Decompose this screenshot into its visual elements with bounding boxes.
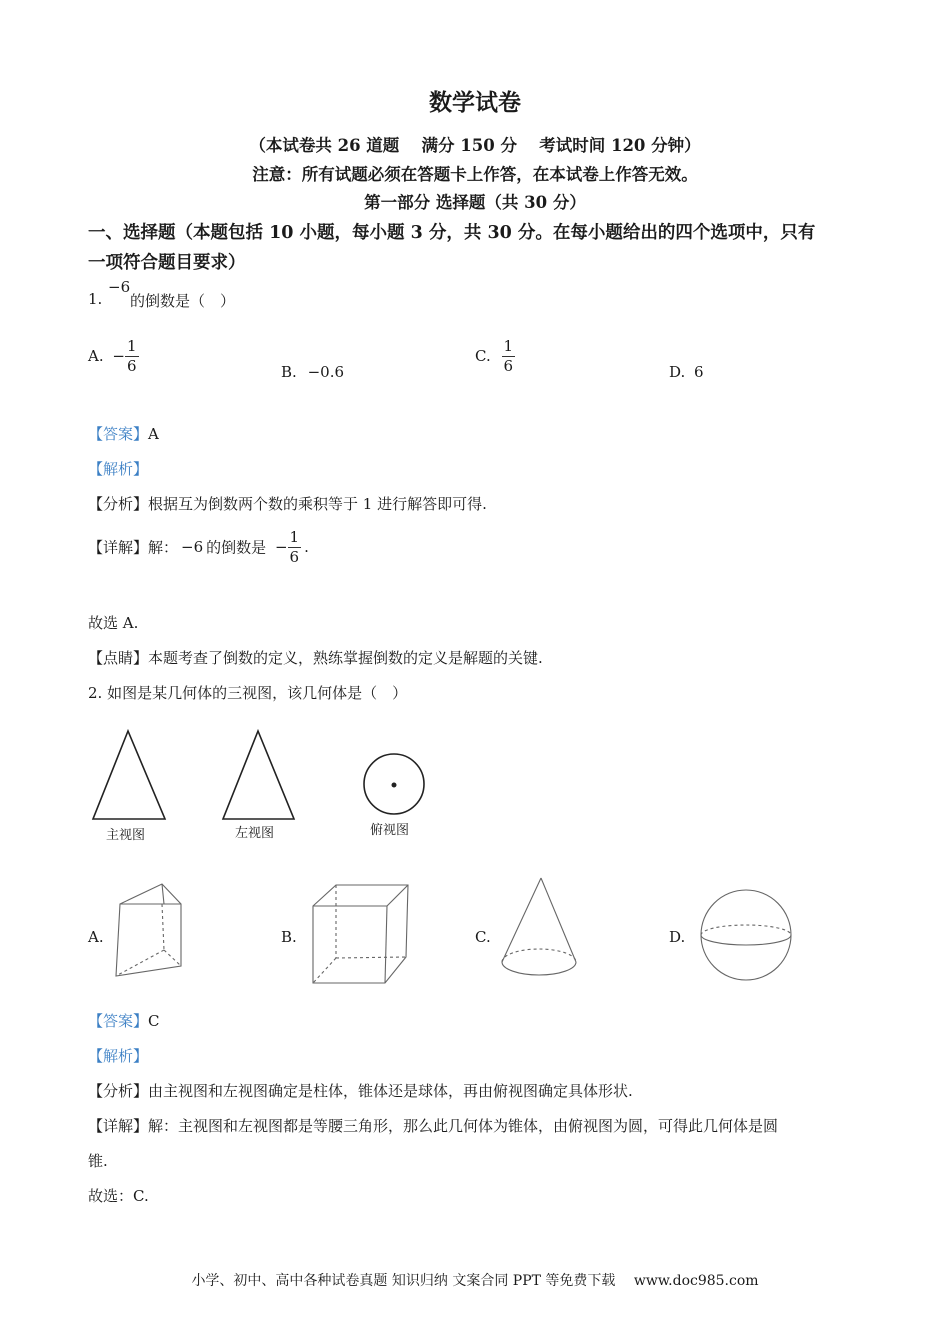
q1-number: 1. [88, 290, 103, 308]
q2-choice: 故选：C. [88, 1187, 149, 1205]
answer-value: A [148, 425, 159, 443]
option-a-prism [116, 884, 181, 976]
q1-fenxi: 【分析】根据互为倒数两个数的乘积等于 1 进行解答即可得. [88, 495, 487, 513]
q1-option-c-fraction: $\frac{1}{6}$ [503, 337, 514, 375]
q1-option-c-label: C. [475, 347, 491, 365]
q2-analysis-tag: 【解析】 [88, 1047, 149, 1065]
q2-fenxi: 【分析】由主视图和左视图确定是柱体，锥体还是球体，再由俯视图确定具体形状. [88, 1082, 633, 1100]
q2-detail-line2: 锥. [88, 1152, 108, 1170]
q1-analysis-tag: 【解析】 [88, 460, 149, 478]
q1-option-d-value: 6 [694, 363, 704, 381]
front-view-label: 主视图 [106, 828, 146, 843]
q2-option-c[interactable]: C. [475, 928, 491, 946]
answer-tag: 【答案】 [88, 425, 149, 443]
q1-option-a-fraction: $\frac{1}{6}$ [126, 337, 137, 375]
q1-detail: 【详解】解： −6 的倒数是 − $\frac{1}{6}$ . [88, 528, 309, 566]
q2-stem: 2. 如图是某几何体的三视图，该几何体是（ ） [88, 684, 408, 702]
q1-stem: 的倒数是（ ） [130, 292, 236, 310]
q1-choice: 故选 A. [88, 614, 139, 632]
section-heading-line2: 一项符合题目要求） [88, 253, 246, 273]
left-view-label: 左视图 [235, 826, 275, 841]
q2-answer: 【答案】C [88, 1012, 160, 1030]
q1-option-a-label: A. [88, 347, 104, 365]
q2-option-d[interactable]: D. [669, 928, 686, 946]
q2-option-b[interactable]: B. [281, 928, 297, 946]
q1-option-b-label: B. [281, 363, 297, 381]
section-heading-line1: 一、选择题（本题包括 10 小题，每小题 3 分，共 30 分。在每小题给出的四个选项中，只有 [88, 223, 816, 243]
q1-detail-fraction: $\frac{1}{6}$ [289, 528, 300, 566]
exam-info: （本试卷共 26 道题 满分 150 分 考试时间 120 分钟） [249, 136, 701, 155]
q2-option-a[interactable]: A. [88, 928, 104, 946]
option-d-sphere [701, 890, 791, 980]
notice: 注意：所有试题必须在答题卡上作答，在本试卷上作答无效。 [252, 165, 698, 184]
q1-option-a-sign: − [112, 347, 125, 365]
q2-detail-line1: 【详解】解：主视图和左视图都是等腰三角形，那么此几何体为锥体，由俯视图为圆，可得此几何体是圆 [88, 1117, 779, 1135]
q1-option-d-label: D. [669, 363, 686, 381]
q1-comment: 【点睛】本题考查了倒数的定义，熟练掌握倒数的定义是解题的关键. [88, 649, 543, 667]
option-c-cone [502, 878, 576, 975]
q1-expr: −6 [108, 278, 131, 296]
option-b-cube [313, 885, 408, 983]
exam-title: 数学试卷 [429, 89, 521, 116]
q1-option-b-value: −0.6 [307, 363, 345, 381]
page-footer: 小学、初中、高中各种试卷真题 知识归纳 文案合同 PPT 等免费下载 www.doc985.com [191, 1273, 759, 1289]
part-title: 第一部分 选择题（共 30 分） [364, 193, 586, 212]
top-view-label: 俯视图 [370, 823, 410, 838]
